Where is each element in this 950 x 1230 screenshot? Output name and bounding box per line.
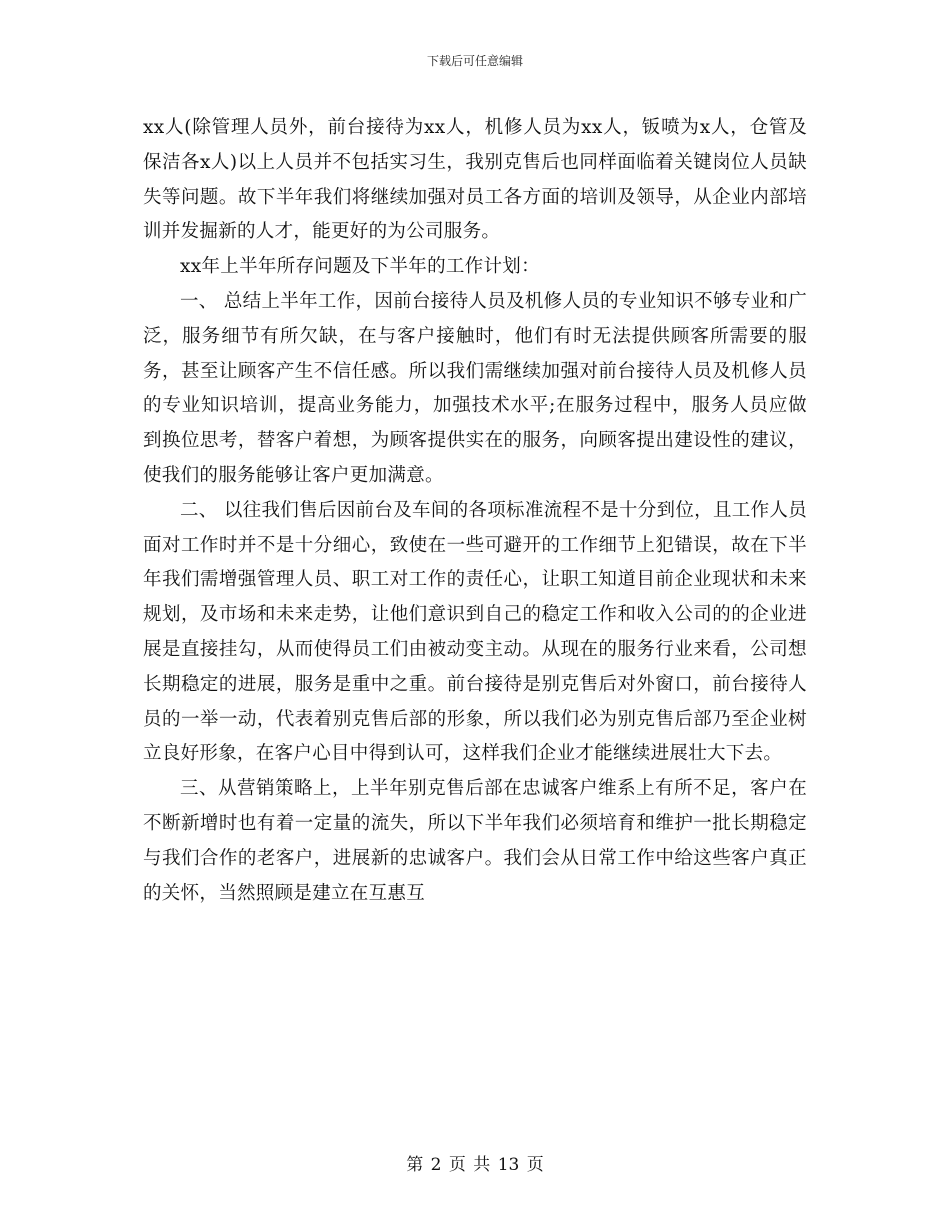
paragraph-item-3: 三、从营销策略上，上半年别克售后部在忠诚客户维系上有所不足，客户在不断新增时也有着一定量的流失，所以下半年我们必须培育和维护一批长期稳定与我们合作的老客户，进展新的忠诚客户。我们会从日常工作中给这些客户真正的关怀，当然照顾是建立在互惠互	[143, 778, 807, 904]
page-number-footer: 第 2 页 共 13 页	[406, 1155, 544, 1175]
paragraph-staffing: xx人(除管理人员外，前台接待为xx人，机修人员为xx人，钣喷为x人，仓管及保洁各x人)以上人员并不包括实习生，我别克售后也同样面临着关键岗位人员缺失等问题。故下半年我们将继续加强对员工各方面的培训及领导，从企业内部培训并发掘新的人才，能更好的为公司服务。	[143, 117, 807, 243]
paragraph-item-1: 一、 总结上半年工作，因前台接待人员及机修人员的专业知识不够专业和广泛，服务细节有所欠缺，在与客户接触时，他们有时无法提供顾客所需要的服务，甚至让顾客产生不信任感。所以我们需继续加强对前台接待人员及机修人员的专业知识培训，提高业务能力，加强技术水平;在服务过程中，服务人员应做到换位思考，替客户着想，为顾客提供实在的服务，向顾客提出建设性的建议，使我们的服务能够让客户更加满意。	[143, 290, 807, 486]
page-header-note: 下载后可任意编辑	[426, 54, 523, 68]
paragraph-section-heading: xx年上半年所存问题及下半年的工作计划：	[180, 256, 540, 278]
document-body	[143, 111, 807, 911]
paragraph-item-2: 二、 以往我们售后因前台及车间的各项标准流程不是十分到位，且工作人员面对工作时并不是十分细心，致使在一些可避开的工作细节上犯错误，故在下半年我们需增强管理人员、职工对工作的责任心，让职工知道目前企业现状和未来规划，及市场和未来走势，让他们意识到自己的稳定工作和收入公司的的企业进展是直接挂勾，从而使得员工们由被动变主动。从现在的服务行业来看，公司想长期稳定的进展，服务是重中之重。前台接待是别克售后对外窗口，前台接待人员的一举一动，代表着别克售后部的形象，所以我们必为别克售后部乃至企业树立良好形象，在客户心目中得到认可，这样我们企业才能继续进展壮大下去。	[143, 499, 807, 765]
